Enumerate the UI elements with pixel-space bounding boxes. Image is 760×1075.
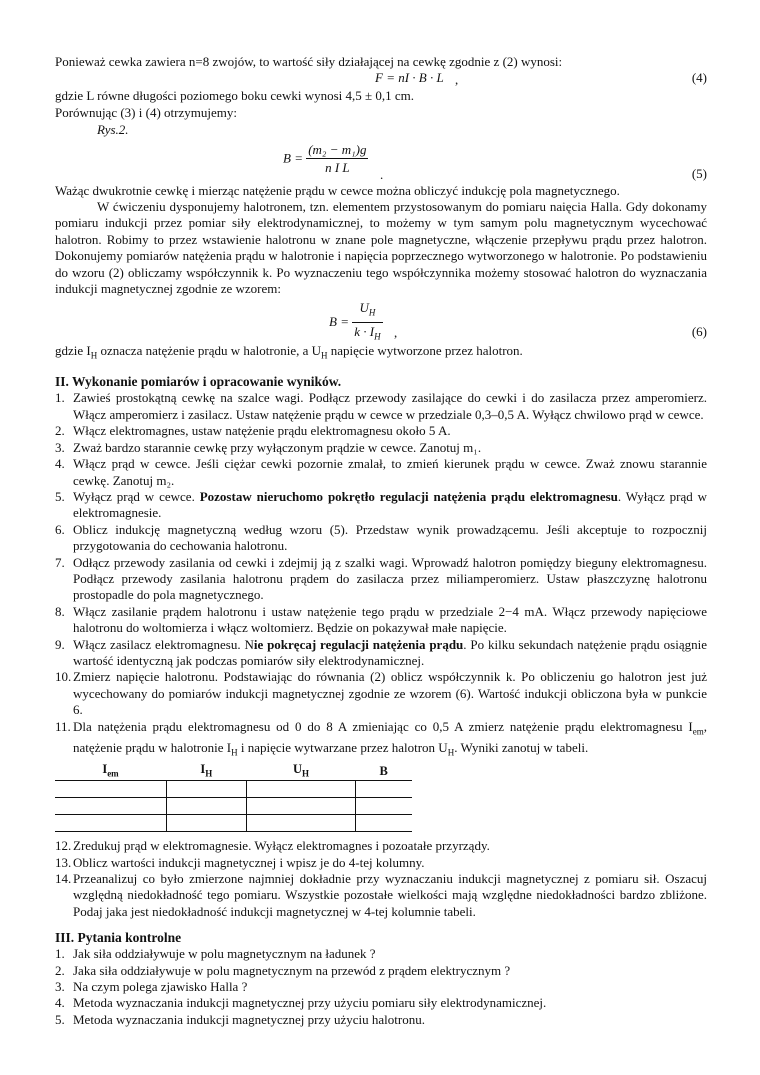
table-cell	[55, 781, 166, 798]
equation-5-numerator: (m₂ − m₁)g	[308, 141, 367, 157]
table-header-b: B	[379, 763, 388, 778]
list-item	[55, 979, 707, 995]
item-text: Metoda wyznaczania indukcji magnetycznej przy użyciu halotronu.	[73, 1011, 425, 1027]
list-item	[55, 963, 707, 979]
intro-paragraph-4: Ważąc dwukrotnie cewkę i mierząc natężenie prądu w cewce można obliczyć indukcję pola magnetycznego.	[55, 182, 620, 198]
item-number: 3.	[55, 439, 65, 455]
control-questions-list	[55, 946, 707, 1028]
equation-5-fraction	[306, 141, 368, 176]
equation-6-lhs: B =	[329, 314, 349, 330]
table-cell	[166, 781, 247, 798]
item-number: 3.	[55, 978, 65, 994]
table-header-uh: $U_H$	[292, 761, 310, 779]
item-text: . Wyłącz prąd w elektromagnesie.	[73, 488, 708, 521]
list-item	[55, 555, 707, 604]
equation-4-number: (4)	[691, 70, 707, 86]
item-number: 13.	[55, 854, 72, 870]
equation-4	[55, 70, 707, 88]
list-item	[55, 838, 707, 854]
item-text: Zawieś prostokątną cewkę na szalce wagi. Podłącz przewody zasilające do cewki i do zasilacza przez amperomierz. Włącz amperomierz i zasilacz. Ustaw natężenie prądu w cewce w przedziale 0,3–0,5 A. Wyłącz chwilowo prąd w cewce.	[73, 390, 707, 422]
item-text: . Po kilku sekundach natężenie prądu osiągnie wartość identyczną jak podczas pomiarów siły elektrodynamicznej.	[73, 636, 707, 668]
table-cell	[247, 815, 356, 832]
list-item	[55, 719, 707, 761]
equation-6-number: (6)	[691, 324, 707, 340]
item-number: 12.	[55, 838, 72, 854]
table-header-ih: $I_H$	[200, 761, 213, 779]
item-text: Jaka siła oddziaływuje w polu magnetycznym na przewód z prądem elektrycznym ?	[73, 962, 511, 978]
list-item	[55, 855, 707, 871]
item-number: 4.	[55, 456, 65, 472]
intro-paragraph-6: gdzie $I_H$ oznacza natężenie prądu w halotronie, a $U_H$ napięcie wytworzone przez halotron.	[55, 343, 523, 362]
table-row	[55, 798, 412, 815]
item-text: Włącz elektromagnes, ustaw natężenie prądu elektromagnesu około 5 A.	[73, 423, 451, 439]
procedure-list-continued	[55, 838, 707, 920]
item-text: Zważ bardzo starannie cewkę przy wyłączonym prądzie w cewce. Zanotuj m₁.	[73, 439, 482, 455]
list-item	[55, 440, 707, 456]
item-text: Zmierz napięcie halotronu. Podstawiając do równania (2) oblicz współczynnik k. Po obliczeniu go halotron jest już wycechowany do pomiarów indukcji magnetycznej zgodnie ze wzorem (6). Wartość indukcji obliczona była w punkcie 6.	[73, 669, 707, 718]
list-item	[55, 390, 707, 423]
list-item	[55, 669, 707, 718]
list-item	[55, 423, 707, 439]
results-table	[55, 762, 412, 833]
item-text: Wyłącz prąd w cewce.	[73, 488, 200, 504]
list-item	[55, 456, 707, 489]
figure-reference: Rys.2.	[97, 122, 129, 138]
item-text: Włącz prąd w cewce. Jeśli ciężar cewki pozornie zmalał, to zmień kierunek prądu w cewce. Zważ znowu starannie cewkę. Zanotuj m₂.	[73, 456, 707, 488]
list-item	[55, 1012, 707, 1028]
list-item	[55, 637, 707, 670]
table-row	[55, 815, 412, 832]
equation-5-dot: .	[380, 166, 384, 182]
procedure-list	[55, 390, 707, 760]
item-number: 5.	[55, 1011, 65, 1027]
table-cell	[166, 815, 247, 832]
item-number: 7.	[55, 554, 65, 570]
item-number: 5.	[55, 488, 65, 504]
item-number: 6.	[55, 521, 65, 537]
table-cell	[55, 815, 166, 832]
equation-5-lhs: B =	[283, 149, 303, 165]
section-2-title: II. Wykonanie pomiarów i opracowanie wyników.	[55, 374, 342, 390]
intro-paragraph-2: gdzie L równe długości poziomego boku cewki wynosi 4,5 ± 0,1 cm.	[55, 88, 415, 104]
table-header-row	[55, 762, 412, 781]
table-cell	[247, 798, 356, 815]
list-item	[55, 995, 707, 1011]
item-text: Przeanalizuj co było zmierzone najmniej dokładnie przy wyznaczaniu indukcji magnetycznej z pomiaru sił. Oszacuj względną niedokładność tego pomiaru. Wszystkie pozostałe wielkości mają względne niedokładności bardzo zbliżone. Podaj jaka jest niedokładność indukcji magnetycznej w 4-tej kolumnie tabeli.	[73, 870, 707, 919]
equation-6-fraction	[352, 299, 382, 345]
item-number: 9.	[55, 636, 65, 652]
item-text: Odłącz przewody zasilania od cewki i zdejmij ją z szalki wagi. Wprowadź halotron pomiędzy bieguny elektromagnesu. Podłącz przewody zasilania halotronu prądem do zasilacza przez miliamperomierz. Ustaw płaszczyznę halotronu prostopadle do pola magnetycznego.	[73, 554, 707, 603]
table-header-iem: $I_{em}$	[102, 761, 119, 779]
item-number: 10.	[55, 669, 72, 685]
item-text: Oblicz indukcję magnetyczną według wzoru (5). Przedstaw wynik prowadzącemu. Jeśli akceptuje to rozpocznij przygotowania do cechowania halotronu.	[73, 521, 707, 554]
equation-6-numerator: $U_H$	[352, 299, 382, 323]
item-text: Włącz zasilacz elektromagnesu. N	[73, 636, 254, 652]
item-number: 4.	[55, 995, 65, 1011]
list-item	[55, 871, 707, 920]
item-number: 1.	[55, 946, 65, 962]
item-number: 2.	[55, 423, 65, 439]
item-number: 14.	[55, 870, 72, 886]
item-text: Zredukuj prąd w elektromagnesie. Wyłącz elektromagnes i pozoatałe przyrządy.	[73, 838, 490, 854]
section-3-title: III. Pytania kontrolne	[55, 930, 182, 946]
item-text: Jak siła oddziaływuje w polu magnetycznym na ładunek ?	[73, 946, 376, 962]
table-cell	[247, 781, 356, 798]
list-item	[55, 489, 707, 522]
item-number: 11.	[55, 718, 71, 734]
table-cell	[355, 798, 412, 815]
intro-paragraph-5: W ćwiczeniu dysponujemy halotronem, tzn. elementem przystosowanym do pomiaru naięcia Halla. Gdy dokonamy pomiaru indukcji przez pomiar siły elektrodynamicznej, to możemy w tym samym polu magnetycznym wycechować halotron. Robimy to przez wstawienie halotronu w znane pole magnetyczne, włączenie przepływu prądu przez halotron. Dokonujemy pomiarów natężenia prądu w halotronie i napięcia poprzecznego wytworzonego w halotronie. Po podstawieniu do wzoru (2) obliczamy współczynnik k. Po wyznaczeniu tego współczynnika możemy stosować halotron do wyznaczania indukcji magnetycznej zgodnie ze wzorem:	[55, 199, 707, 297]
equation-6-denominator: $k \cdot I_H$	[354, 324, 381, 342]
table-cell	[355, 815, 412, 832]
equation-4-comma: ,	[455, 72, 459, 88]
item-text: Metoda wyznaczania indukcji magnetycznej przy użyciu pomiaru siły elektrodynamicznej.	[73, 995, 547, 1011]
item-text: Na czym polega zjawisko Halla ?	[73, 978, 248, 994]
list-item	[55, 604, 707, 637]
equation-5-number: (5)	[691, 165, 707, 181]
item-text-bold: Pozostaw nieruchomo pokrętło regulacji natężenia prądu elektromagnesu	[199, 488, 618, 504]
table-cell	[55, 798, 166, 815]
equation-6	[55, 297, 707, 343]
item-text: Włącz zasilanie prądem halotronu i ustaw natężenie tego prądu w przedziale 2−4 mA. Włącz przewody napięciowe halotronu do woltomierza i włącz woltomierz. Będzie on pokazywał małe napięcie.	[73, 603, 707, 636]
results-table-wrapper	[55, 762, 707, 833]
item-number: 8.	[55, 603, 65, 619]
item-text: Oblicz wartości indukcji magnetycznej i wpisz je do 4-tej kolumny.	[73, 854, 425, 870]
list-item	[55, 946, 707, 962]
table-cell	[355, 781, 412, 798]
item-number: 1.	[55, 390, 65, 406]
table-row	[55, 781, 412, 798]
equation-5-denominator: n I L	[325, 159, 350, 175]
intro-paragraph-1: Ponieważ cewka zawiera n=8 zwojów, to wartość siły działającej na cewkę zgodnie z (2) wynosi:	[55, 54, 563, 69]
table-cell	[166, 798, 247, 815]
intro-paragraph-3: Porównując (3) i (4) otrzymujemy:	[55, 104, 237, 120]
equation-4-expression: F = nI · B · L	[375, 70, 444, 86]
equation-5	[55, 139, 707, 183]
document-page	[55, 54, 707, 1028]
equation-6-comma: ,	[394, 325, 398, 341]
item-text: Dla natężenia prądu elektromagnesu od 0 do 8 A zmieniając co 0,5 A zmierz natężenie prądu elektromagnesu $I_{em}$, natężenie prądu w halotronie $I_H$ i napięcie wytwarzane przez halotron $U_H$. Wyniki zanotuj w tabeli.	[73, 718, 707, 758]
item-number: 2.	[55, 962, 65, 978]
item-text-bold: ie pokręcaj regulacji natężenia prądu	[253, 636, 464, 652]
list-item	[55, 522, 707, 555]
